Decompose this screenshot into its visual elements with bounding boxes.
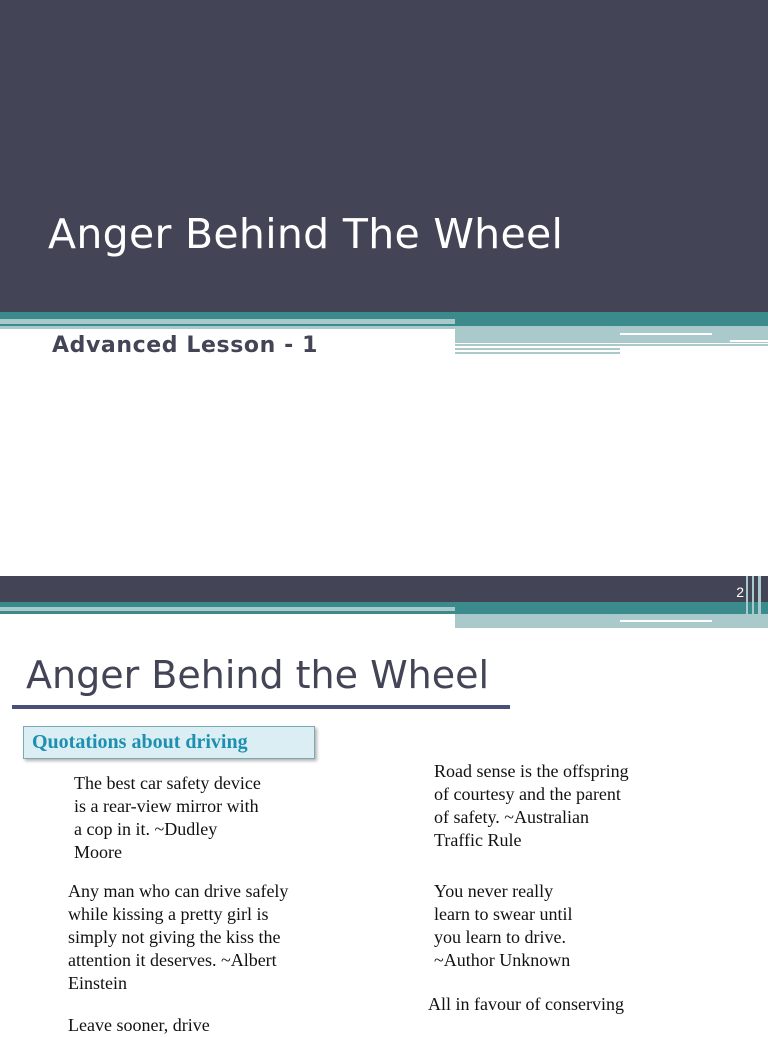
title-band [0, 0, 768, 312]
section-label-box: Quotations about driving [23, 726, 315, 759]
accent-stripe [620, 333, 712, 335]
quote-text: Road sense is the offspring of courtesy and the parent of safety. ~Australian Traffic Rule [434, 761, 629, 850]
accent-stripe [455, 348, 620, 350]
slide-subtitle: Advanced Lesson - 1 [52, 333, 319, 358]
accent-stripe [758, 576, 761, 628]
quote-text: Leave sooner, drive [68, 1015, 210, 1035]
quote-text: You never really learn to swear until you learn to drive. ~Author Unknown [434, 881, 573, 970]
accent-stripe [455, 614, 768, 626]
accent-stripe [455, 326, 768, 340]
accent-stripe [455, 340, 768, 343]
quote-text: All in favour of conserving [428, 994, 624, 1014]
slide-number: 2 [736, 584, 744, 600]
accent-stripe [455, 352, 620, 354]
slide-title: Anger Behind The Wheel [48, 210, 564, 258]
content-slide [0, 576, 768, 1035]
accent-stripe [746, 576, 748, 628]
accent-stripe [0, 319, 455, 324]
slide-title: Anger Behind the Wheel [26, 653, 490, 697]
accent-stripe [620, 620, 712, 622]
accent-stripe [752, 576, 754, 628]
accent-stripe [730, 340, 768, 342]
title-underline [12, 705, 510, 709]
accent-stripe [0, 326, 455, 329]
accent-stripe [455, 626, 768, 628]
quote-text: The best car safety device is a rear-view mirror with a cop in it. ~Dudley Moore [74, 773, 261, 862]
accent-stripe [0, 607, 455, 611]
quote-text: Any man who can drive safely while kissing a pretty girl is simply not giving the kiss the attention it deserves. ~Albert Einstein [68, 881, 289, 993]
accent-stripe [455, 344, 768, 346]
header-band [0, 576, 768, 602]
